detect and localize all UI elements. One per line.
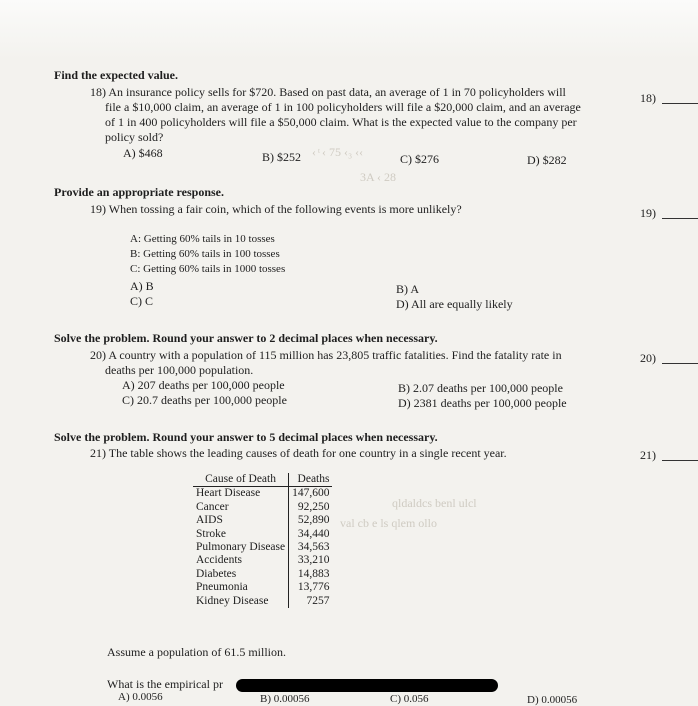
column-header: Deaths <box>289 473 333 487</box>
section-header: Find the expected value. <box>54 68 178 82</box>
table-row <box>193 487 332 501</box>
answer-number: 21) <box>640 448 656 462</box>
section-header: Solve the problem. Round your answer to 5 decimal places when necessary. <box>54 430 438 444</box>
answer-option: D) All are equally likely <box>396 297 513 311</box>
answer-option: A) 207 deaths per 100,000 people <box>122 378 285 392</box>
question-text: deaths per 100,000 population. <box>105 363 254 377</box>
deaths-cell: 52,890 <box>289 514 333 527</box>
answer-option: B) 0.00056 <box>260 693 310 705</box>
cause-cell: Heart Disease <box>196 487 261 500</box>
question-text: file a $10,000 claim, an average of 1 in 100 policyholders will file a $20,000 claim, and an average <box>105 100 581 114</box>
question-text: 20) A country with a population of 115 million has 23,805 traffic fatalities. Find the fatality rate in <box>90 348 562 362</box>
event-item: C: Getting 60% tails in 1000 tosses <box>130 263 286 275</box>
cause-cell: Accidents <box>196 554 242 567</box>
question-text: 19) When tossing a fair coin, which of the following events is more unlikely? <box>90 202 462 216</box>
cause-cell: AIDS <box>196 514 223 527</box>
bleed-through-text: ‹ ͭ ‹ 75 ‹₃ ‹‹ <box>312 145 364 159</box>
answer-option: C) 0.056 <box>390 693 429 705</box>
bleed-through-text: qldaldcs benl ulcl <box>392 496 477 510</box>
question-text: 18) An insurance policy sells for $720. Based on past data, an average of 1 in 70 policyholders will <box>90 85 566 99</box>
deaths-cell: 13,776 <box>289 581 333 594</box>
answer-option: C) C <box>130 294 154 308</box>
table-row <box>193 514 332 527</box>
redaction-bar <box>236 679 498 692</box>
assumption-text: Assume a population of 61.5 million. <box>107 645 286 659</box>
answer-option: D) 2381 deaths per 100,000 people <box>398 396 567 410</box>
bleed-through-text: 3A ‹ 28 <box>360 170 396 184</box>
cause-cell: Pneumonia <box>196 581 248 594</box>
cause-cell: Pulmonary Disease <box>196 541 286 554</box>
table-row <box>193 528 332 541</box>
deaths-cell: 34,563 <box>289 541 333 554</box>
answer-number: 18) <box>640 91 656 105</box>
answer-option: A) B <box>130 279 154 293</box>
question-text: What is the empirical pr <box>107 677 223 691</box>
answer-blank[interactable] <box>662 460 698 461</box>
answer-number: 19) <box>640 206 656 220</box>
column-header: Cause of Death <box>193 473 289 487</box>
answer-blank[interactable] <box>662 363 698 364</box>
answer-option: D) 0.00056 <box>527 694 578 706</box>
deaths-cell: 92,250 <box>289 501 333 514</box>
deaths-cell: 33,210 <box>289 554 333 567</box>
answer-option: B) 2.07 deaths per 100,000 people <box>398 381 563 395</box>
answer-option: C) 20.7 deaths per 100,000 people <box>122 393 287 407</box>
answer-blank[interactable] <box>662 103 698 104</box>
table-row <box>193 501 332 514</box>
table-row <box>193 554 332 567</box>
table-row <box>193 581 332 594</box>
answer-option: B) $252 <box>262 150 301 164</box>
answer-blank[interactable] <box>662 218 698 219</box>
answer-option: D) $282 <box>527 153 567 167</box>
event-item: A: Getting 60% tails in 10 tosses <box>130 233 275 245</box>
section-header: Provide an appropriate response. <box>54 185 225 199</box>
answer-option: A) 0.0056 <box>118 691 163 703</box>
cause-cell: Cancer <box>196 500 229 513</box>
deaths-cell: 34,440 <box>289 528 333 541</box>
answer-option: C) $276 <box>400 152 439 166</box>
table-row <box>193 568 332 581</box>
event-item: B: Getting 60% tails in 100 tosses <box>130 248 280 260</box>
cause-cell: Kidney Disease <box>196 594 269 607</box>
deaths-cell: 7257 <box>289 595 333 608</box>
question-text: 21) The table shows the leading causes of death for one country in a single recent year. <box>90 446 507 460</box>
answer-option: B) A <box>396 282 420 296</box>
table-row <box>193 541 332 554</box>
table-header-row <box>193 473 332 487</box>
answer-number: 20) <box>640 351 656 365</box>
deaths-cell: 147,600 <box>289 487 333 501</box>
causes-of-death-table <box>193 473 332 608</box>
question-text: of 1 in 400 policyholders will file a $50,000 claim. What is the expected value to the company per <box>105 115 577 129</box>
cause-cell: Stroke <box>196 527 227 540</box>
table-row <box>193 595 332 608</box>
answer-option: A) $468 <box>123 146 163 160</box>
question-text: policy sold? <box>105 130 164 144</box>
deaths-cell: 14,883 <box>289 568 333 581</box>
cause-cell: Diabetes <box>196 567 237 580</box>
section-header: Solve the problem. Round your answer to 2 decimal places when necessary. <box>54 331 438 345</box>
bleed-through-text: val cb e ls qlem ollo <box>340 516 437 530</box>
page-top-shadow <box>0 0 698 60</box>
